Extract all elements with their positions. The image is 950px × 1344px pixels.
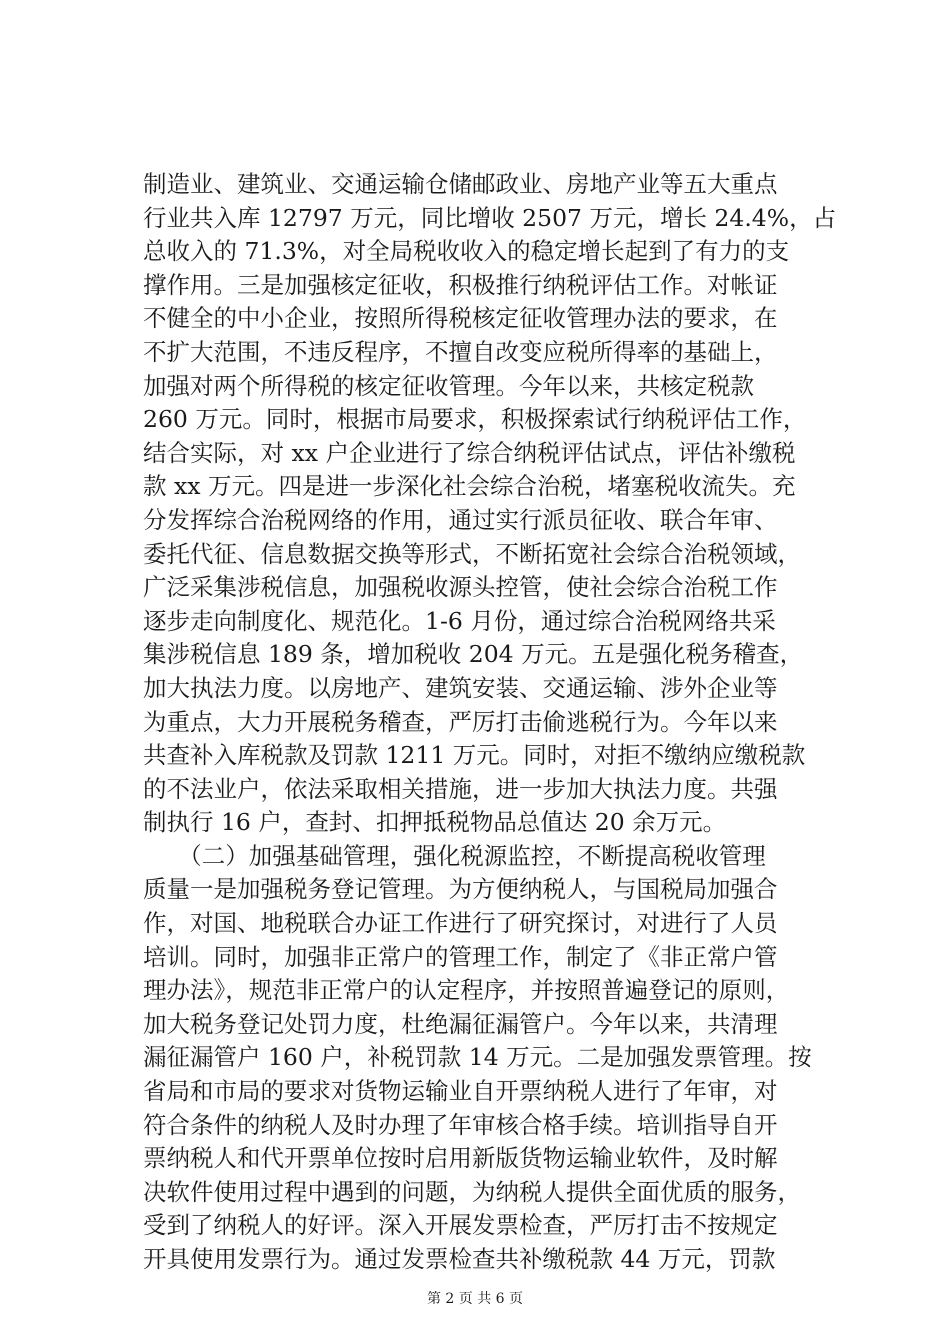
text-line: （二）加强基础管理，强化税源监控，不断提高税收管理: [143, 841, 766, 870]
text-line: 票纳税人和代开票单位按时启用新版货物运输业软件，及时解: [143, 1144, 778, 1173]
text-line: 分发挥综合治税网络的作用，通过实行派员征收、联合年审、: [143, 505, 778, 534]
text-line: 受到了纳税人的好评。深入开展发票检查，严厉打击不按规定: [143, 1211, 778, 1240]
text-line: 加大执法力度。以房地产、建筑安装、交通运输、涉外企业等: [143, 673, 778, 702]
text-line: 加强对两个所得税的核定征收管理。今年以来，共核定税款: [143, 371, 754, 400]
body-text: [143, 168, 863, 1277]
page-footer: 第 2 页 共 6 页: [426, 1291, 524, 1307]
text-line: 撑作用。三是加强核定征收，积极推行纳税评估工作。对帐证: [143, 270, 778, 299]
text-line: 加大税务登记处罚力度，杜绝漏征漏管户。今年以来，共清理: [143, 1009, 778, 1038]
text-line: 款 xx 万元。四是进一步深化社会综合治税，堵塞税收流失。充: [143, 472, 796, 501]
text-line: 决软件使用过程中遇到的问题，为纳税人提供全面优质的服务，: [143, 1177, 801, 1206]
text-line: 共查补入库税款及罚款 1211 万元。同时，对拒不缴纳应缴税款: [143, 741, 806, 770]
text-line: 制执行 16 户，查封、扣押抵税物品总值达 20 余万元。: [143, 808, 727, 837]
text-line: 符合条件的纳税人及时办理了年审核合格手续。培训指导自开: [143, 1110, 778, 1139]
text-line: 开具使用发票行为。通过发票检查共补缴税款 44 万元，罚款: [143, 1245, 776, 1273]
text-line: 不健全的中小企业，按照所得税核定征收管理办法的要求，在: [143, 304, 778, 333]
text-line: 委托代征、信息数据交换等形式，不断拓宽社会综合治税领域，: [143, 539, 801, 568]
text-line: 行业共入库 12797 万元，同比增收 2507 万元，增长 24.4%，占: [143, 203, 837, 232]
text-line: 省局和市局的要求对货物运输业自开票纳税人进行了年审，对: [143, 1077, 778, 1106]
text-line: 逐步走向制度化、规范化。1-6 月份，通过综合治税网络共采: [143, 606, 776, 635]
text-line: 为重点，大力开展税务稽查，严厉打击偷逃税行为。今年以来: [143, 707, 778, 736]
text-line: 广泛采集涉税信息，加强税收源头控管，使社会综合治税工作: [143, 573, 778, 602]
text-line: 集涉税信息 189 条，增加税收 204 万元。五是强化税务稽查，: [143, 640, 804, 669]
text-line: 质量一是加强税务登记管理。为方便纳税人，与国税局加强合: [143, 875, 778, 904]
text-line: 制造业、建筑业、交通运输仓储邮政业、房地产业等五大重点: [143, 170, 778, 198]
text-line: 260 万元。同时，根据市局要求，积极探索试行纳税评估工作，: [143, 405, 807, 434]
text-line: 的不法业户，依法采取相关措施，进一步加大执法力度。共强: [143, 774, 778, 803]
text-line: 理办法》，规范非正常户的认定程序，并按照普遍登记的原则，: [143, 976, 790, 1005]
text-line: 总收入的 71.3%，对全局税收收入的稳定增长起到了有力的支: [143, 237, 790, 266]
text-line: 作，对国、地税联合办证工作进行了研究探讨，对进行了人员: [143, 909, 778, 938]
text-line: 结合实际，对 xx 户企业进行了综合纳税评估试点，评估补缴税: [143, 438, 796, 467]
text-line: 培训。同时，加强非正常户的管理工作，制定了《非正常户管: [143, 942, 778, 971]
text-line: 漏征漏管户 160 户，补税罚款 14 万元。二是加强发票管理。按: [143, 1043, 812, 1072]
text-line: 不扩大范围，不违反程序，不擅自改变应税所得率的基础上，: [143, 337, 778, 366]
